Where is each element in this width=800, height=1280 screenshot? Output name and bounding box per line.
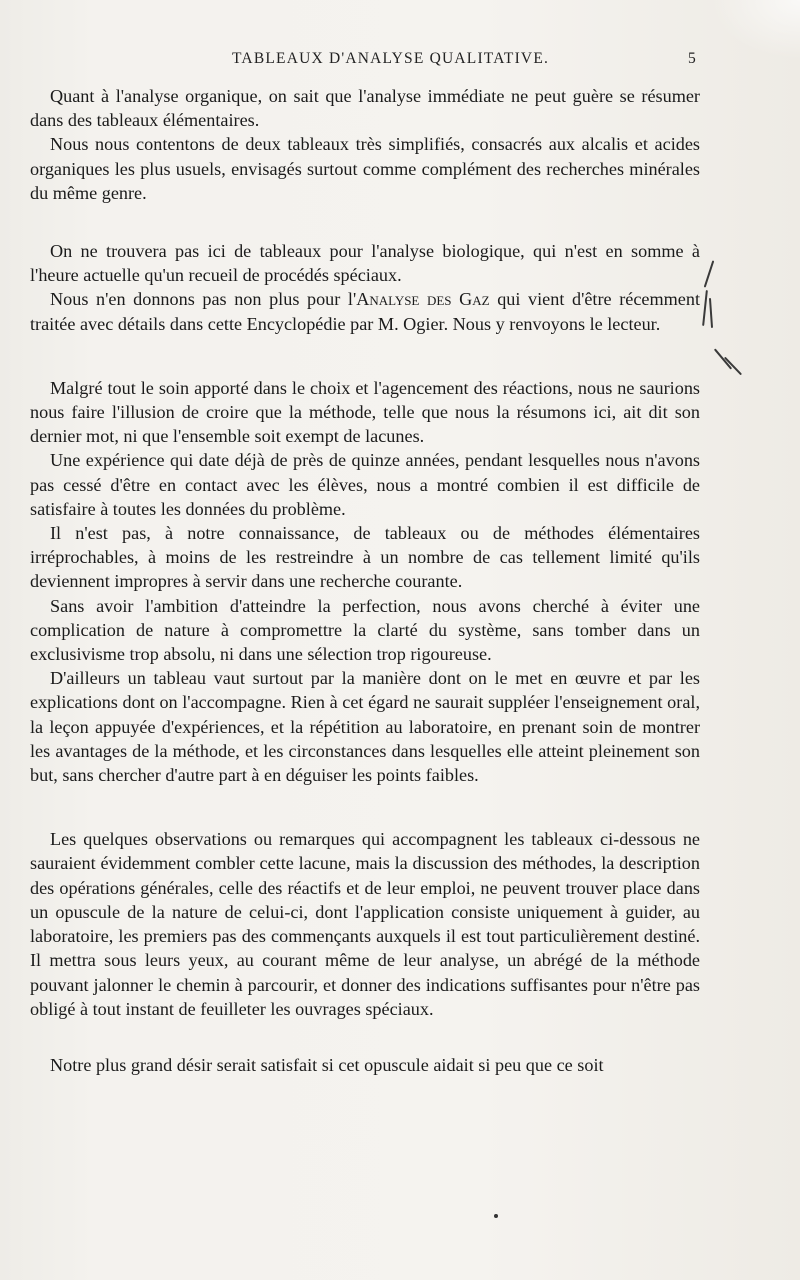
paragraph-8: Sans avoir l'ambition d'atteindre la perfection, nous avons cherché à éviter une complication de nature à compromettre la clarté du système, sans tomber dans un exclusivisme trop absolu, ni dans une sélection trop rigoureuse. xyxy=(30,595,700,665)
paragraph-2: Nous nous contentons de deux tableaux très simplifiés, consacrés aux alcalis et acides organiques les plus usuels, envisagés surtout comme complément des recherches minérales du même genre. xyxy=(30,134,700,203)
paragraph-4 xyxy=(30,287,700,335)
paragraph-gap xyxy=(30,787,700,827)
paragraph-gap xyxy=(30,205,700,239)
paragraph-4-smallcaps: Analyse des Gaz xyxy=(356,289,490,310)
paragraph-9: D'ailleurs un tableau vaut surtout par la manière dont on le met en œuvre et par les explications dont on l'accompagne. Rien à cet égard ne saurait suppléer l'enseignement oral, la leçon appuyée d'expériences, et la répétition au laboratoire, en prenant soin de montrer les avantages de la méthode, et les circonstances dans lesquelles elle atteint pleinement son but, sans chercher d'autre part à en déguiser les points faibles. xyxy=(30,668,700,786)
running-head xyxy=(0,50,800,72)
paragraph-5: Malgré tout le soin apporté dans le choix et l'agencement des réactions, nous ne saurions nous faire l'illusion de croire que la méthode, telle que nous la résumons ici, ait dit son dernier mot, ni que l'ensemble soit exempt de lacunes. xyxy=(30,377,700,447)
body-text xyxy=(30,84,700,1077)
paragraph-11: Notre plus grand désir serait satisfait si cet opuscule aidait si peu que ce soit xyxy=(50,1054,604,1075)
ink-dot xyxy=(494,1214,498,1218)
paragraph-gap xyxy=(30,336,700,376)
paragraph-4-after: qui vient d'être récemment traitée avec détails dans cette Encyclopédie par M. Ogier. Nous y renvoyons le lecteur. xyxy=(30,289,700,334)
paragraph-gap xyxy=(30,1021,700,1053)
paragraph-10: Les quelques observations ou remarques qui accompagnent les tableaux ci-dessous ne sauraient évidemment combler cette lacune, mais la discussion des méthodes, la description des opérations générales, celle des réactifs et de leur emploi, ne peuvent trouver place dans un opuscule de la nature de celui-ci, dont l'application consiste uniquement à guider, au laboratoire, les premiers pas des commençants auxquels il est tout particulièrement destiné. Il mettra sous leurs yeux, au courant même de leur analyse, un abrégé de la méthode pouvant jalonner le chemin à parcourir, et donner des indications suffisantes pour n'être pas obligé à tout instant de feuilleter les ouvrages spéciaux. xyxy=(30,829,700,1019)
paragraph-6: Une expérience qui date déjà de près de quinze années, pendant lesquelles nous n'avons pas cessé d'être en contact avec les élèves, nous a montré combien il est difficile de satisfaire à toutes les données du problème. xyxy=(30,450,700,519)
paragraph-4-before: Nous n'en donnons pas non plus pour l' xyxy=(50,289,357,310)
paragraph-7: Il n'est pas, à notre connaissance, de tableaux ou de méthodes élémentaires irréprochables, à moins de les restreindre à un nombre de cas tellement limité qu'ils deviennent impropres à servir dans une recherche courante. xyxy=(30,523,700,592)
paragraph-1: Quant à l'analyse organique, on sait que l'analyse immédiate ne peut guère se résumer dans des tableaux élémentaires. xyxy=(30,86,700,131)
margin-pencil-mark xyxy=(700,250,760,390)
page-number: 5 xyxy=(688,50,696,67)
running-title: TABLEAUX D'ANALYSE QUALITATIVE. xyxy=(232,50,550,67)
paragraph-3: On ne trouvera pas ici de tableaux pour l'analyse biologique, qui n'est en somme à l'heure actuelle qu'un recueil de procédés spéciaux. xyxy=(30,241,700,286)
